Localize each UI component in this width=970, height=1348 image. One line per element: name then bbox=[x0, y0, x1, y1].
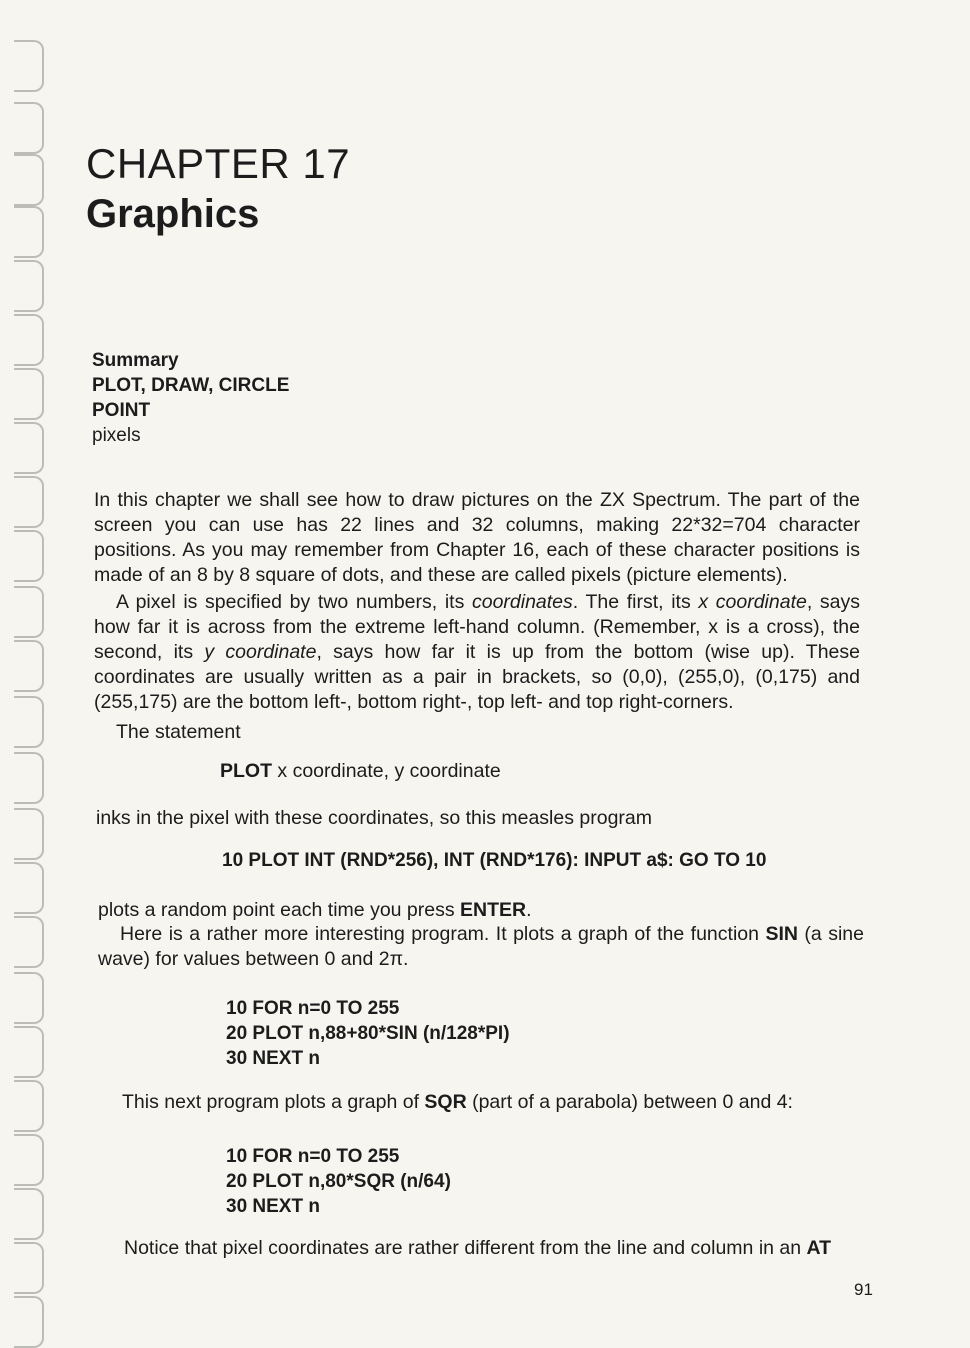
binding-ring bbox=[14, 422, 44, 474]
program-measles bbox=[222, 848, 766, 873]
binding-ring bbox=[14, 368, 44, 420]
binding-ring bbox=[14, 1080, 44, 1132]
measles-intro: inks in the pixel with these coordinates, so this measles program bbox=[96, 807, 653, 829]
statement-args: x coordinate, y coordinate bbox=[272, 760, 501, 782]
sqr-paragraph bbox=[122, 1090, 862, 1115]
text-run: Notice that pixel coordinates are rather different from the line and column in an bbox=[124, 1237, 807, 1259]
code-line: 10 FOR n=0 TO 255 bbox=[226, 1146, 400, 1167]
summary-block bbox=[92, 348, 289, 448]
binding-ring bbox=[14, 972, 44, 1024]
keyword: SQR bbox=[424, 1091, 467, 1113]
binding-ring bbox=[14, 1296, 44, 1348]
text-run: (a sine wave) for values between 0 and 2π. bbox=[98, 923, 864, 970]
binding-ring bbox=[14, 154, 44, 206]
text-run: Here is a rather more interesting program. It plots a graph of the function bbox=[120, 923, 766, 945]
binding-ring bbox=[14, 260, 44, 312]
binding-ring bbox=[14, 696, 44, 748]
summary-keywords-3: pixels bbox=[92, 425, 141, 446]
summary-keywords-2: POINT bbox=[92, 400, 151, 421]
text-run: This next program plots a graph of bbox=[122, 1091, 425, 1113]
binding-ring bbox=[14, 530, 44, 582]
summary-keywords-1: PLOT, DRAW, CIRCLE bbox=[92, 375, 290, 396]
binding-ring bbox=[14, 40, 44, 92]
keyword: AT bbox=[806, 1237, 832, 1259]
intro-paragraph: In this chapter we shall see how to draw pictures on the ZX Spectrum. The part of the screen you can use has 22 lines and 32 columns, making 22*32=704 character positions. As you may remember from Chapter 16, each of these character positions is made of an 8 by 8 square of dots, and these are called pixels (picture elements). bbox=[94, 489, 860, 586]
program-sine bbox=[226, 996, 510, 1071]
chapter-title: Graphics bbox=[86, 192, 260, 236]
keyword: ENTER bbox=[460, 899, 527, 921]
binding-ring bbox=[14, 102, 44, 154]
binding-ring bbox=[14, 752, 44, 804]
notice-paragraph bbox=[124, 1236, 868, 1261]
binding-ring bbox=[14, 206, 44, 258]
binding-ring bbox=[14, 808, 44, 860]
italic-term: x coordinate bbox=[698, 591, 807, 613]
statement-intro: The statement bbox=[116, 721, 241, 743]
text-run: A pixel is specified by two numbers, its bbox=[116, 591, 472, 613]
code-line: 30 NEXT n bbox=[226, 1048, 320, 1069]
spiral-binding bbox=[8, 20, 48, 1340]
binding-ring bbox=[14, 1242, 44, 1294]
sin-paragraph bbox=[98, 922, 864, 972]
code-line: 10 PLOT INT (RND*256), INT (RND*176): INPUT a$: GO TO 10 bbox=[222, 850, 767, 871]
binding-ring bbox=[14, 314, 44, 366]
binding-ring bbox=[14, 916, 44, 968]
binding-ring bbox=[14, 1188, 44, 1240]
code-line: 20 PLOT n,80*SQR (n/64) bbox=[226, 1171, 451, 1192]
enter-paragraph bbox=[98, 898, 864, 923]
text-run: , says how far it is up from the bottom (wise up). These coordinates are usually written as a pair in brackets, so (0,0), (255,0), (0,175) and (255,175) are the bottom left-, bottom right-, top left- and top right-corners. bbox=[94, 641, 860, 713]
text-run: . The first, its bbox=[572, 591, 699, 613]
binding-ring bbox=[14, 862, 44, 914]
plot-statement bbox=[220, 760, 501, 783]
text-run: , says how far it is across from the extreme left-hand column. (Remember, x is a cross), the second, its bbox=[94, 591, 861, 663]
page-number: 91 bbox=[854, 1280, 873, 1299]
binding-ring bbox=[14, 1134, 44, 1186]
text-run: plots a random point each time you press bbox=[98, 899, 461, 921]
statement-keyword: PLOT bbox=[220, 760, 272, 782]
text-run: (part of a parabola) between 0 and 4: bbox=[466, 1091, 793, 1113]
code-line: 10 FOR n=0 TO 255 bbox=[226, 998, 400, 1019]
italic-term: y coordinate bbox=[204, 641, 317, 663]
pixel-paragraph bbox=[94, 590, 860, 715]
chapter-number: CHAPTER 17 bbox=[86, 140, 351, 187]
binding-ring bbox=[14, 476, 44, 528]
program-sqr bbox=[226, 1144, 451, 1219]
code-line: 30 NEXT n bbox=[226, 1196, 320, 1217]
italic-term: coordinates bbox=[471, 591, 573, 613]
keyword: SIN bbox=[765, 923, 798, 945]
text-run: . bbox=[526, 899, 532, 921]
binding-ring bbox=[14, 586, 44, 638]
binding-ring bbox=[14, 1026, 44, 1078]
binding-ring bbox=[14, 640, 44, 692]
summary-heading: Summary bbox=[92, 350, 179, 371]
code-line: 20 PLOT n,88+80*SIN (n/128*PI) bbox=[226, 1023, 510, 1044]
